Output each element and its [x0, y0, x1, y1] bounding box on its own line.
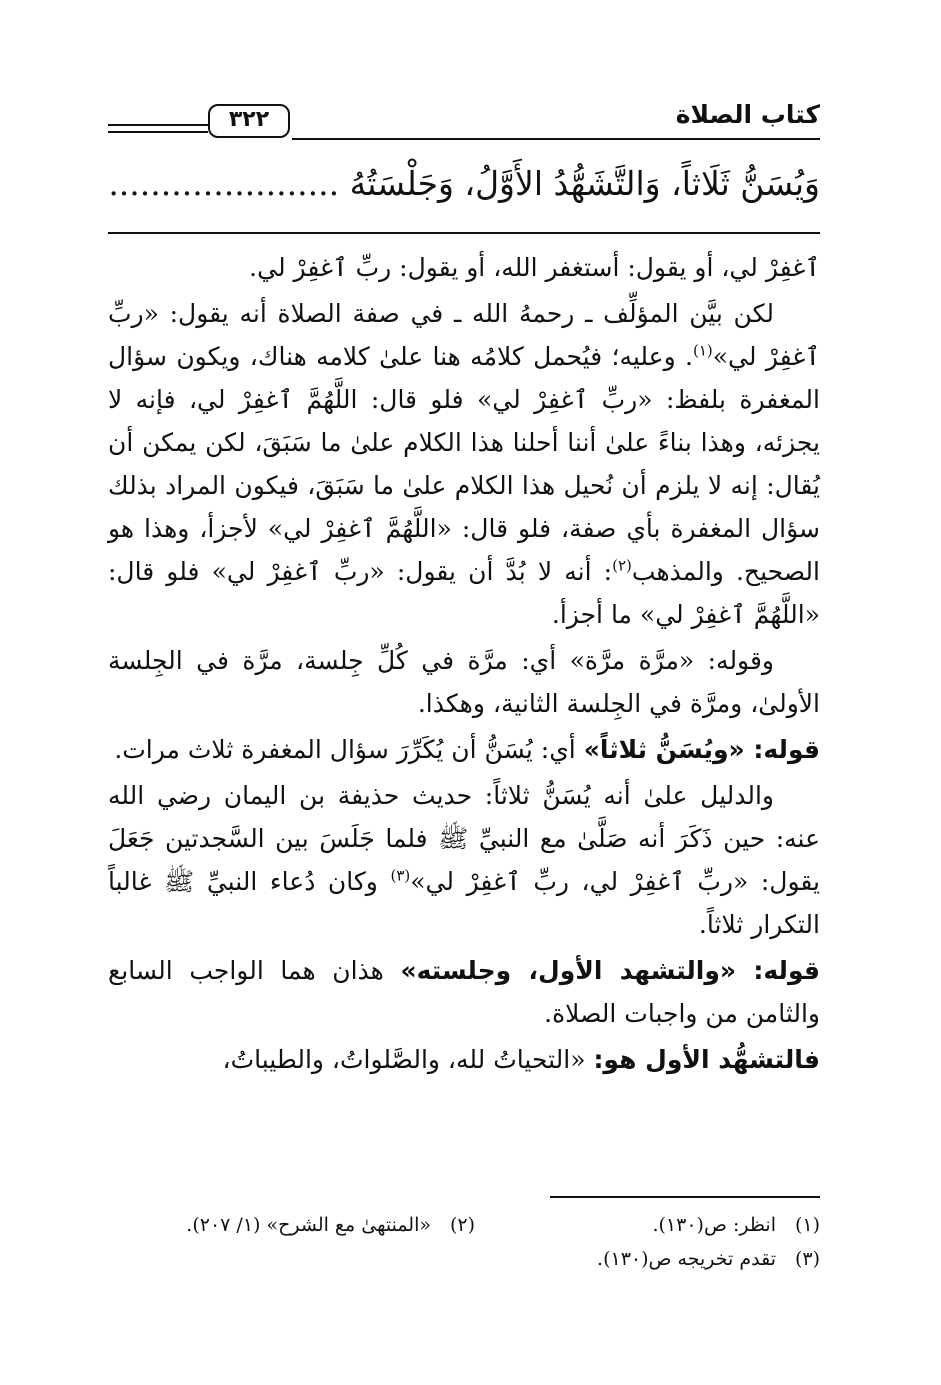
paragraph-5-part-a: والدليل علىٰ أنه يُسَنُّ ثلاثاً: حديث حذيفة بن اليمان رضي الله عنه: حين ذَكَرَ أنه صَلَّىٰ مع النبيِّ ﷺ فلما جَلَسَ بين السَّجدتين جَعَلَ يقول: «ربِّ ٱغفِرْ لي، ربِّ ٱغفِرْ لي» [108, 781, 820, 896]
matn-text: وَيُسَنُّ ثَلَاثاً، وَالتَّشَهُّدُ الأَوَّلُ، وَجَلْسَتُهُ [349, 164, 820, 203]
matn-separator [108, 232, 820, 234]
paragraph-2-part-b: . وعليه؛ فيُحمل كلامُه هنا علىٰ كلامه هناك، ويكون سؤال المغفرة بلفظ: «ربِّ ٱغفِرْ لي» فلو قال: اللَّهُمَّ ٱغفِرْ لي، فإنه لا يجزئه، وهذا بناءً علىٰ أننا أحلنا هذا الكلام علىٰ ما سَبَقَ، لكن يمكن أن يُقال: إنه لا يلزم أن نُحيل هذا الكلام علىٰ ما سَبَقَ، فيكون المراد بذلك سؤال المغفرة بأي صفة، فلو قال: «اللَّهُمَّ ٱغفِرْ لي» لأجزأ، وهذا هو الصحيح. والمذهب [108, 342, 820, 586]
commentary-body [108, 246, 820, 1084]
paragraph-7-label: فالتشهُّد الأول هو: [593, 1045, 820, 1074]
footnote-2-text: «المنتهىٰ مع الشرح» (١/ ٢٠٧). [186, 1214, 431, 1236]
paragraph-2-part-c: : أنه لا بُدَّ أن يقول: «ربِّ ٱغفِرْ لي» فلو قال: «اللَّهُمَّ ٱغفِرْ لي» ما أجزأ. [108, 557, 820, 629]
footnote-ref-1[interactable]: (١) [692, 341, 713, 360]
book-title: كتاب الصلاة [675, 100, 820, 129]
paragraph-1: ٱغفِرْ لي، أو يقول: أستغفر الله، أو يقول: ربِّ ٱغفِرْ لي. [249, 253, 820, 282]
footnote-1 [475, 1208, 820, 1242]
paragraph-5-part-b: وكان دُعاء النبيِّ ﷺ غالباً التكرار ثلاثاً. [108, 867, 820, 939]
paragraph-4-text: أي: يُسَنُّ أن يُكَرِّرَ سؤال المغفرة ثلاث مرات. [114, 735, 584, 764]
paragraph-2 [108, 292, 820, 636]
footnote-row-1 [108, 1208, 820, 1242]
footnote-2-number: (٢) [449, 1214, 475, 1236]
footnotes [108, 1208, 820, 1276]
paragraph-7 [108, 1038, 820, 1081]
footnote-3-number: (٣) [794, 1248, 820, 1270]
paragraph-3: وقوله: «مرَّة مرَّة» أي: مرَّة في كُلِّ جِلسة، مرَّة في الجِلسة الأولىٰ، ومرَّة في الجِلسة الثانية، وهكذا. [108, 646, 820, 718]
page-number: ٣٢٢ [208, 104, 290, 138]
matn-dots: ...................... [108, 164, 340, 203]
paragraph-4-label: قوله: «ويُسَنُّ ثلاثاً» [583, 735, 820, 764]
paragraph-2-part-a: لكن بيَّن المؤلِّف ـ رحمهُ الله ـ في صفة الصلاة أنه يقول: «ربِّ ٱغفِرْ لي» [108, 299, 820, 371]
header-rule-left-top [108, 124, 208, 126]
footnote-3 [475, 1242, 820, 1276]
footnote-ref-2[interactable]: (٢) [612, 556, 632, 575]
matn-line [108, 156, 820, 212]
footnote-1-number: (١) [794, 1214, 820, 1236]
paragraph-6-text: هذان هما الواجب السابع والثامن من واجبات الصلاة. [108, 956, 820, 1028]
page-header [108, 98, 820, 138]
paragraph-7-text: «التحياتُ لله، والصَّلواتُ، والطيباتُ، [222, 1045, 594, 1074]
footnote-3-text: تقدم تخريجه ص(١٣٠). [597, 1248, 776, 1270]
header-underline [292, 138, 820, 140]
paragraph-4 [108, 728, 820, 771]
header-rule-left-bottom [108, 131, 208, 133]
footnote-ref-3[interactable]: (٣) [390, 866, 411, 885]
footnote-row-2 [108, 1242, 820, 1276]
footnote-1-text: انظر: ص(١٣٠). [652, 1214, 776, 1236]
footnote-2 [130, 1208, 475, 1242]
paragraph-6-label: قوله: «والتشهد الأول، وجلسته» [400, 956, 820, 985]
footnote-separator [550, 1196, 820, 1198]
paragraph-5 [108, 774, 820, 946]
paragraph-6 [108, 949, 820, 1035]
